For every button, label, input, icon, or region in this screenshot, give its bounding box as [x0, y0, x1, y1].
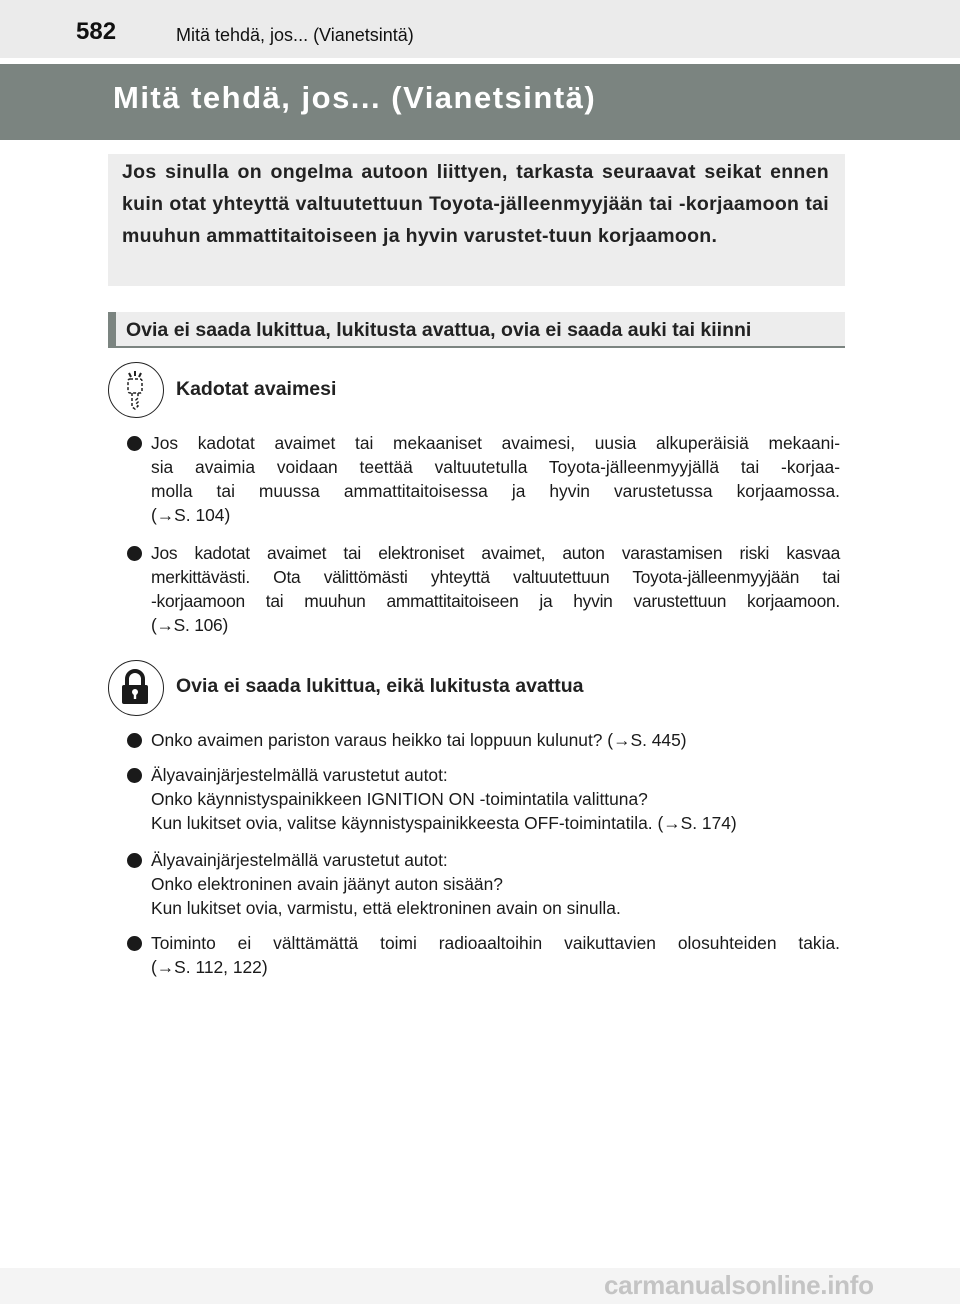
- intro-text: Jos sinulla on ongelma autoon liittyen, tarkasta seuraavat seikat ennen kuin otat yhteyttä valtuutettuun Toyota-jälleenmyyjään tai -korjaamoon tai muuhun ammattitaitoiseen ja hyvin varustet-tuun korjaamoon.: [122, 161, 829, 247]
- page-reference: (→S. 104): [151, 505, 231, 525]
- list-item: [125, 728, 840, 752]
- bullet-line: Onko avaimen pariston varaus heikko tai loppuun kulunut? (→S. 445): [151, 730, 687, 750]
- subsection-title-locking: Ovia ei saada lukittua, eikä lukitusta avattua: [176, 675, 584, 697]
- list-item: [125, 431, 840, 527]
- bullet-line: Jos kadotat avaimet tai mekaaniset avaimesi, uusia alkuperäisiä mekaani-: [151, 433, 840, 453]
- bullet-dot: [127, 768, 142, 783]
- bullet-line: Onko elektroninen avain jäänyt auton sisään?: [151, 874, 503, 894]
- list-item: [125, 931, 840, 979]
- list-item: [125, 763, 840, 835]
- key-icon: [108, 362, 164, 418]
- bullet-dot: [127, 733, 142, 748]
- bullet-line: Toiminto ei välttämättä toimi radioaaltoihin vaikuttavien olosuhteiden takia.: [151, 933, 840, 953]
- bullet-line: molla tai muussa ammattitaitoisessa ja hyvin varustetussa korjaamossa.: [151, 481, 840, 501]
- bullet-line: Kun lukitset ovia, varmistu, että elektroninen avain on sinulla.: [151, 898, 621, 918]
- list-item: [125, 848, 840, 920]
- bullet-dot: [127, 936, 142, 951]
- bullet-dot: [127, 436, 142, 451]
- intro-box: [108, 154, 845, 286]
- subsection-title-lost-keys: Kadotat avaimesi: [176, 378, 337, 400]
- page-reference: (→S. 112, 122): [151, 957, 268, 977]
- bullet-line: Älyavainjärjestelmällä varustetut autot:: [151, 850, 448, 870]
- padlock-icon: [108, 660, 164, 716]
- bullet-line: Kun lukitset ovia, valitse käynnistyspainikkeesta OFF-toimintatila. (→S. 174): [151, 813, 737, 833]
- running-header: [0, 0, 960, 58]
- list-item: [125, 541, 840, 637]
- page-title: Mitä tehdä, jos... (Vianetsintä): [113, 80, 597, 115]
- section-title: Ovia ei saada lukittua, lukitusta avattua, ovia ei saada auki tai kiinni: [126, 319, 752, 341]
- bullet-line: Onko käynnistyspainikkeen IGNITION ON -toimintatila valittuna?: [151, 789, 648, 809]
- section-header: [108, 312, 845, 348]
- bullet-line: Jos kadotat avaimet tai elektroniset avaimet, auton varastamisen riski kasvaa: [151, 543, 840, 563]
- bullet-line: Älyavainjärjestelmällä varustetut autot:: [151, 765, 448, 785]
- watermark: carmanualsonline.info: [604, 1270, 874, 1300]
- bullet-line: merkittävästi. Ota välittömästi yhteyttä valtuutettuun Toyota-jälleenmyyjään tai: [151, 567, 840, 587]
- bullet-dot: [127, 853, 142, 868]
- bullet-line: -korjaamoon tai muuhun ammattitaitoiseen ja hyvin varustettuun korjaamoon.: [151, 591, 840, 611]
- bullet-line: sia avaimia voidaan teettää valtuutetulla Toyota-jälleenmyyjällä tai -korjaa-: [151, 457, 840, 477]
- page-number: 582: [76, 18, 117, 45]
- bullet-dot: [127, 546, 142, 561]
- running-title: Mitä tehdä, jos... (Vianetsintä): [176, 25, 414, 45]
- page-reference: (→S. 106): [151, 615, 229, 635]
